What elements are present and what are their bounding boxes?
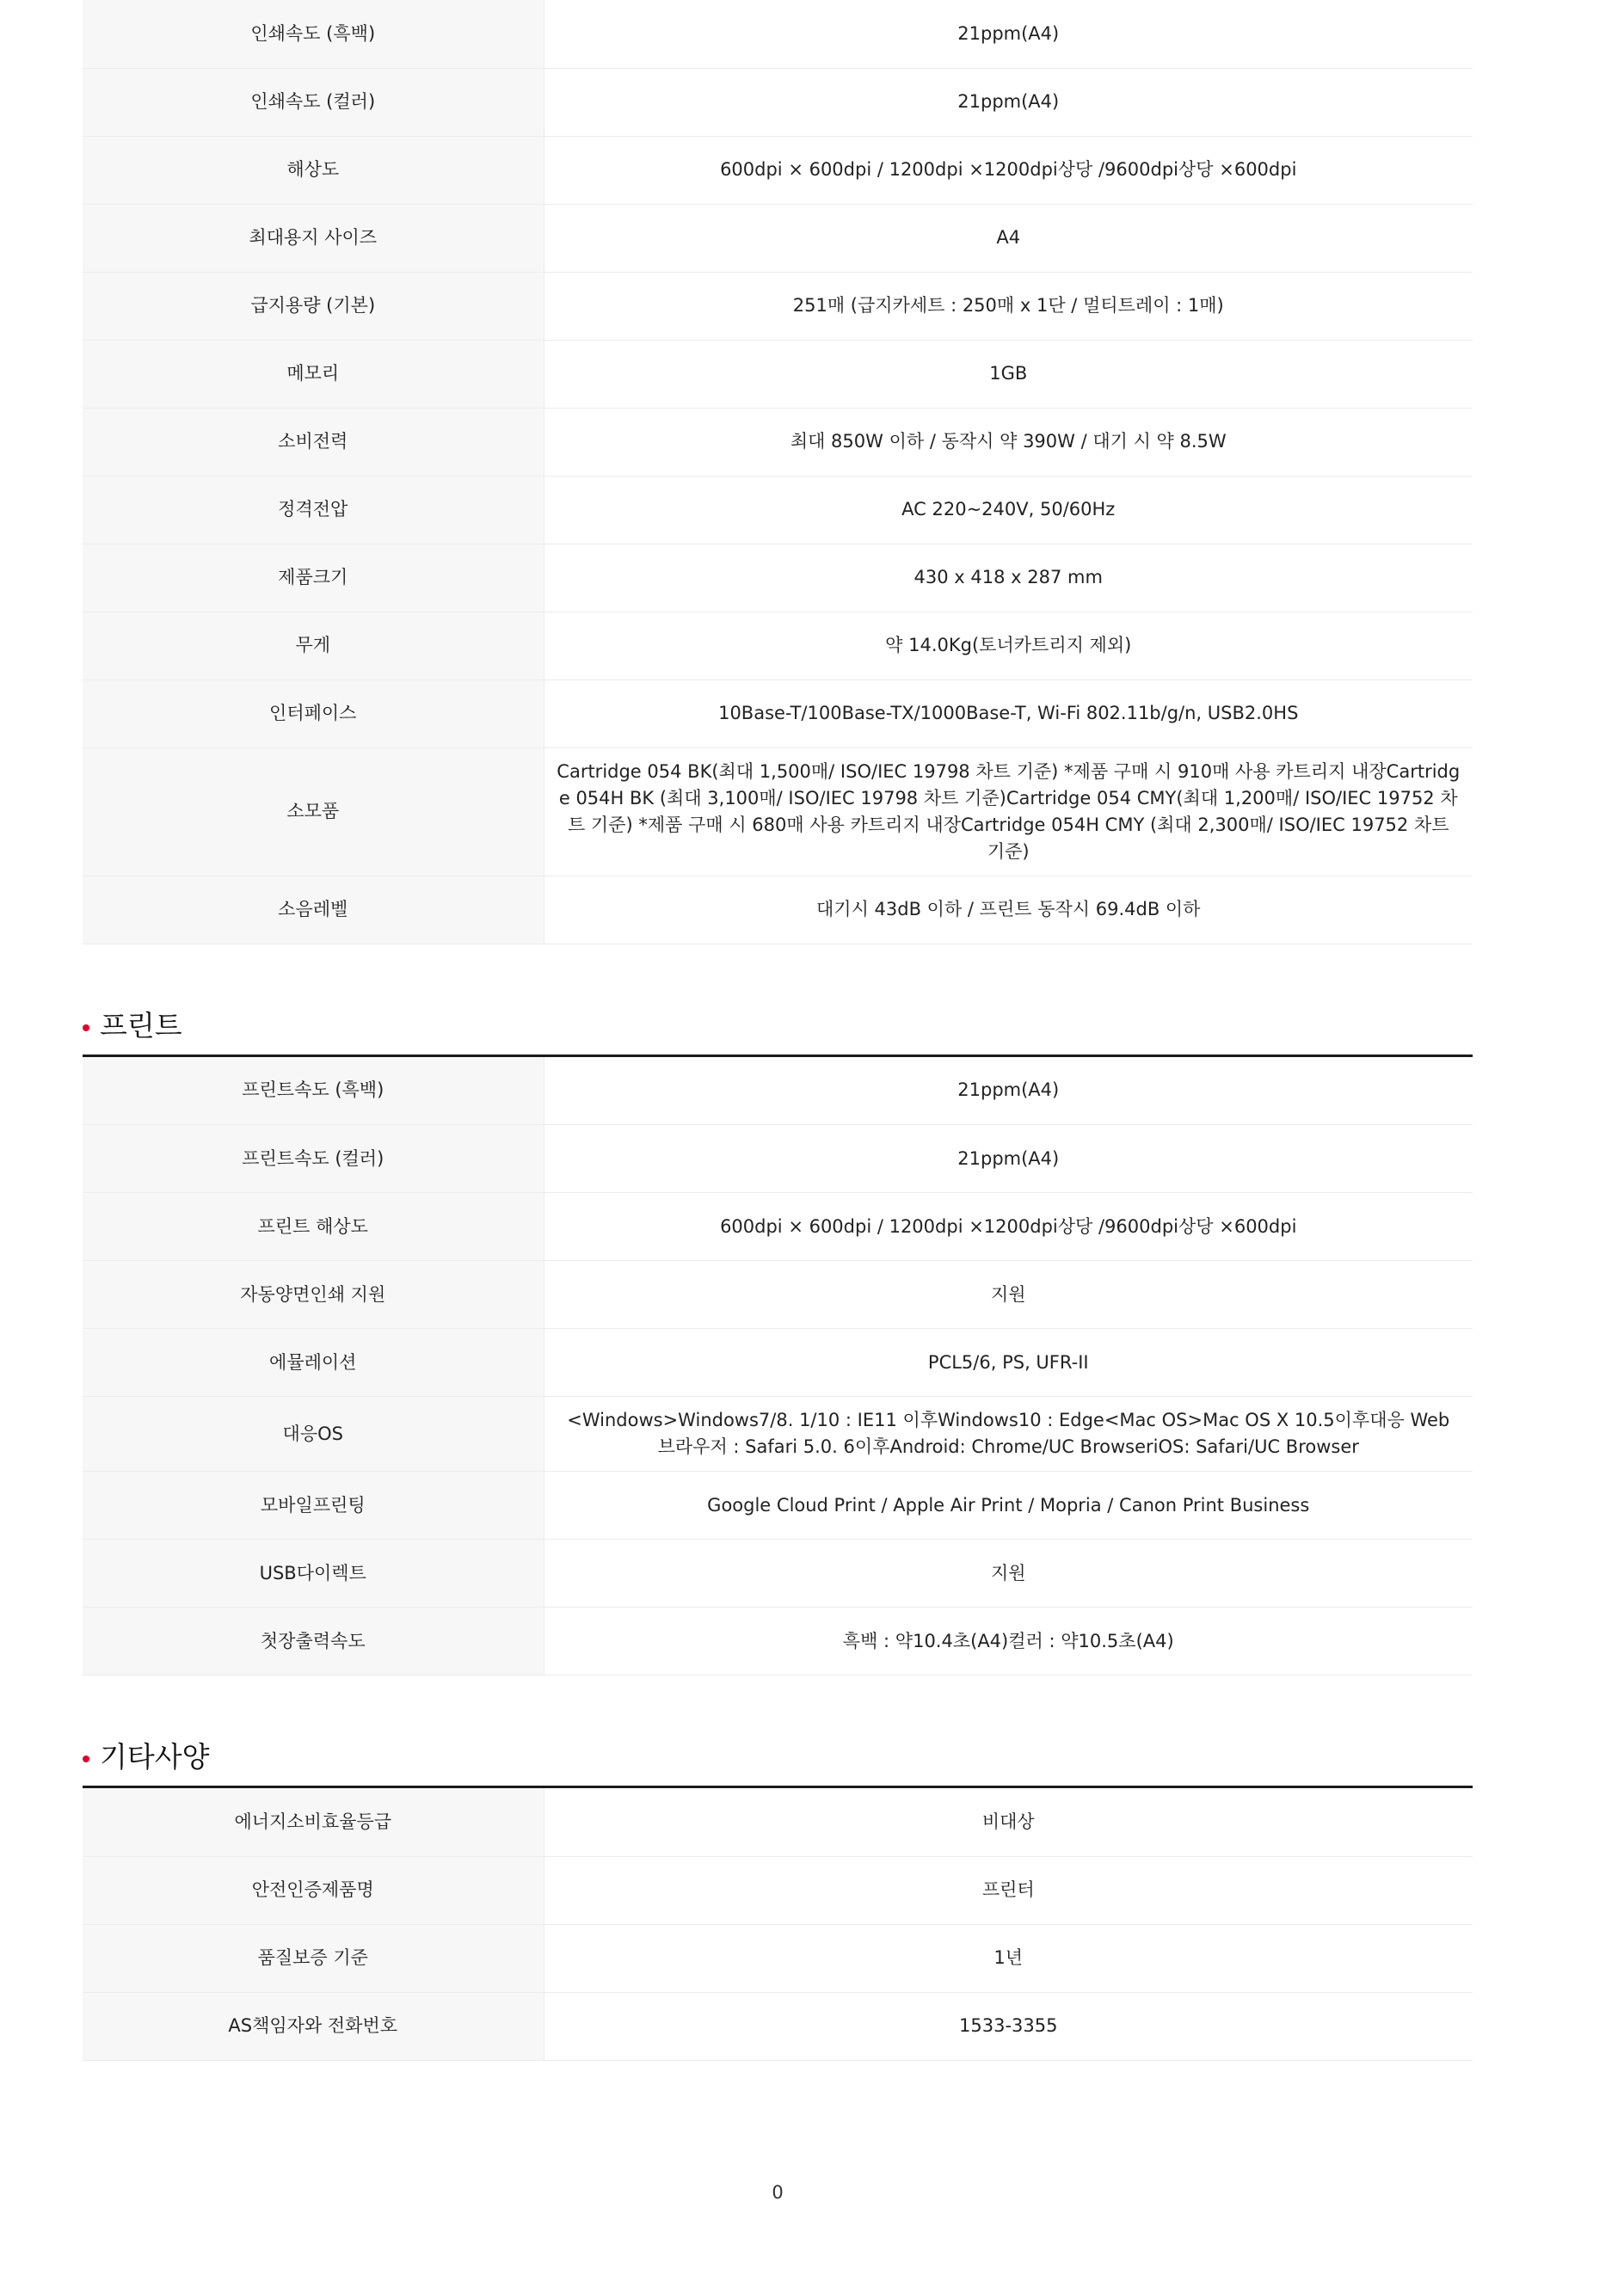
spec-table-general <box>83 0 1473 944</box>
spec-value: AC 220~240V, 50/60Hz <box>544 476 1473 544</box>
spec-row <box>83 136 1473 204</box>
spec-row <box>83 747 1473 876</box>
spec-table-other <box>83 1788 1473 2061</box>
spec-row <box>83 1261 1473 1329</box>
section-title: 기타사양 <box>100 1740 210 1774</box>
spec-label: 에뮬레이션 <box>83 1329 544 1397</box>
spec-value: 1533-3355 <box>544 1992 1473 2060</box>
spec-value: 지원 <box>544 1540 1473 1608</box>
section-heading-print <box>83 1010 1473 1057</box>
spec-row <box>83 476 1473 544</box>
spec-row <box>83 272 1473 340</box>
spec-label: USB다이렉트 <box>83 1540 544 1608</box>
spec-label: 첫장출력속도 <box>83 1608 544 1676</box>
spec-label: 대응OS <box>83 1397 544 1472</box>
spec-value: 최대 850W 이하 / 동작시 약 390W / 대기 시 약 8.5W <box>544 408 1473 476</box>
spec-label: 소모품 <box>83 747 544 876</box>
spec-row <box>83 68 1473 136</box>
spec-label: 안전인증제품명 <box>83 1856 544 1924</box>
spec-label: 인터페이스 <box>83 679 544 747</box>
spec-row <box>83 340 1473 408</box>
spec-value: 600dpi × 600dpi / 1200dpi ×1200dpi상당 /9600dpi상당 ×600dpi <box>544 1193 1473 1261</box>
spec-row <box>83 204 1473 272</box>
spec-value: PCL5/6, PS, UFR-II <box>544 1329 1473 1397</box>
spec-value: 251매 (급지카세트 : 250매 x 1단 / 멀티트레이 : 1매) <box>544 272 1473 340</box>
spec-label: 프린트속도 (컬러) <box>83 1125 544 1193</box>
spec-label: 제품크기 <box>83 544 544 612</box>
spec-label: 모바일프린팅 <box>83 1472 544 1540</box>
spec-row <box>83 1924 1473 1992</box>
spec-value: 비대상 <box>544 1788 1473 1856</box>
spec-label: 자동양면인쇄 지원 <box>83 1261 544 1329</box>
spec-value: 21ppm(A4) <box>544 0 1473 68</box>
spec-value: 약 14.0Kg(토너카트리지 제외) <box>544 612 1473 679</box>
spec-label: 정격전압 <box>83 476 544 544</box>
spec-value: Cartridge 054 BK(최대 1,500매/ ISO/IEC 19798 차트 기준) *제품 구매 시 910매 사용 카트리지 내장Cartridge 054H BK (최대 3,100매/ ISO/IEC 19798 차트 기준)Cartridge 054 CMY(최대 1,200매/ ISO/IEC 19752 차트 기준) *제품 구매 시 680매 사용 카트리지 내장Cartridge 054H CMY (최대 2,300매/ ISO/IEC 19752 차트 기준) <box>544 747 1473 876</box>
spec-value: 흑백 : 약10.4초(A4)컬러 : 약10.5초(A4) <box>544 1608 1473 1676</box>
spec-row <box>83 544 1473 612</box>
spec-label: 무게 <box>83 612 544 679</box>
bullet-dot-icon <box>83 1024 89 1031</box>
spec-row <box>83 0 1473 68</box>
spec-label: 인쇄속도 (컬러) <box>83 68 544 136</box>
spec-row <box>83 612 1473 679</box>
spec-table-print <box>83 1057 1473 1676</box>
spec-value: 프린터 <box>544 1856 1473 1924</box>
spec-content <box>83 0 1473 2061</box>
spec-label: 소비전력 <box>83 408 544 476</box>
spec-value: <Windows>Windows7/8. 1/10 : IE11 이후Windows10 : Edge<Mac OS>Mac OS X 10.5이후대응 Web 브라우저 : Safari 5.0. 6이후Android: Chrome/UC BrowseriOS: Safari/UC Browser <box>544 1397 1473 1472</box>
spec-value: Google Cloud Print / Apple Air Print / Mopria / Canon Print Business <box>544 1472 1473 1540</box>
spec-value: 21ppm(A4) <box>544 1125 1473 1193</box>
spec-row <box>83 1608 1473 1676</box>
spec-row <box>83 1788 1473 1856</box>
spec-row <box>83 1193 1473 1261</box>
spec-label: 급지용량 (기본) <box>83 272 544 340</box>
spec-row <box>83 1540 1473 1608</box>
spec-value: 지원 <box>544 1261 1473 1329</box>
bullet-dot-icon <box>83 1756 89 1762</box>
spec-value: 1GB <box>544 340 1473 408</box>
spec-value: A4 <box>544 204 1473 272</box>
spec-label: 품질보증 기준 <box>83 1924 544 1992</box>
spec-row <box>83 1329 1473 1397</box>
spec-row <box>83 876 1473 944</box>
spec-value: 21ppm(A4) <box>544 1057 1473 1125</box>
spec-row <box>83 408 1473 476</box>
spec-row <box>83 1472 1473 1540</box>
section-heading-other <box>83 1741 1473 1788</box>
spec-value: 1년 <box>544 1924 1473 1992</box>
spec-value: 10Base-T/100Base-TX/1000Base-T, Wi-Fi 802.11b/g/n, USB2.0HS <box>544 679 1473 747</box>
spec-value: 대기시 43dB 이하 / 프린트 동작시 69.4dB 이하 <box>544 876 1473 944</box>
spec-row <box>83 679 1473 747</box>
spec-row <box>83 1856 1473 1924</box>
spec-label: 에너지소비효율등급 <box>83 1788 544 1856</box>
spec-label: 최대용지 사이즈 <box>83 204 544 272</box>
spec-label: 프린트 해상도 <box>83 1193 544 1261</box>
spec-label: 해상도 <box>83 136 544 204</box>
spec-value: 600dpi × 600dpi / 1200dpi ×1200dpi상당 /9600dpi상당 ×600dpi <box>544 136 1473 204</box>
spec-value: 21ppm(A4) <box>544 68 1473 136</box>
spec-row <box>83 1057 1473 1125</box>
spec-row <box>83 1992 1473 2060</box>
spec-label: 인쇄속도 (흑백) <box>83 0 544 68</box>
spec-row <box>83 1125 1473 1193</box>
spec-label: 프린트속도 (흑백) <box>83 1057 544 1125</box>
spec-value: 430 x 418 x 287 mm <box>544 544 1473 612</box>
spec-label: 메모리 <box>83 340 544 408</box>
spec-label: AS책임자와 전화번호 <box>83 1992 544 2060</box>
page-number[interactable]: 0 <box>772 2182 784 2203</box>
spec-row <box>83 1397 1473 1472</box>
section-title: 프린트 <box>100 1008 182 1042</box>
spec-label: 소음레벨 <box>83 876 544 944</box>
